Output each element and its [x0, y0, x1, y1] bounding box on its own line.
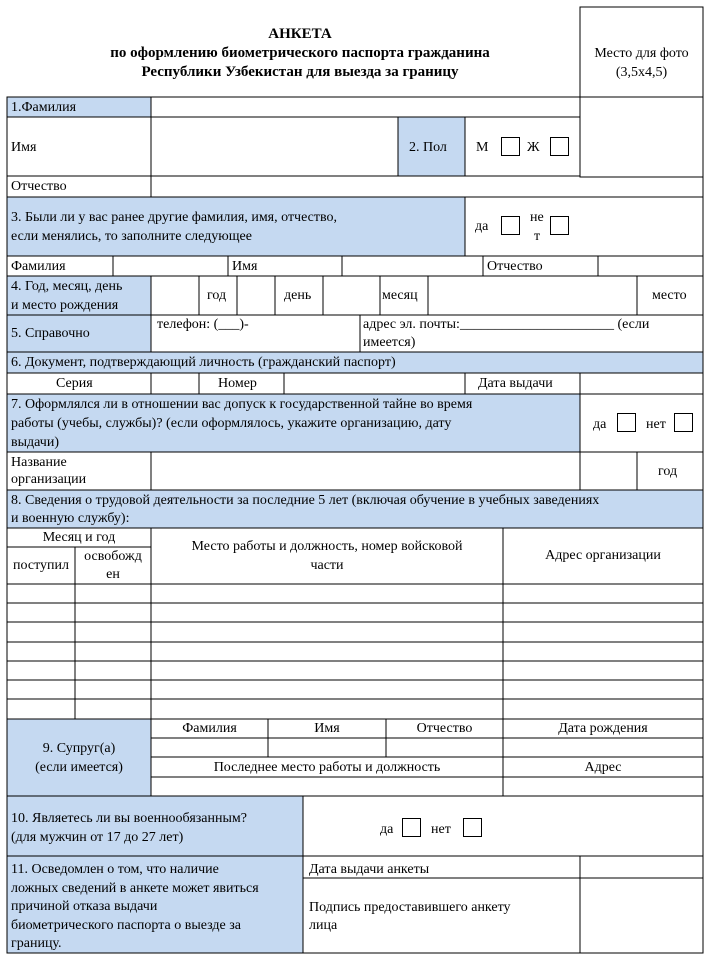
- spouse-patronymic-header: Отчество: [416, 721, 473, 736]
- prev-surname-label: Фамилия: [11, 259, 66, 274]
- birth-month-label: месяц: [382, 288, 418, 303]
- released-header-line-1: освобожд: [84, 549, 142, 564]
- q11-statement-line-5: границу.: [11, 936, 62, 951]
- spouse-address-header: Адрес: [584, 760, 622, 775]
- q3-question-line-1: 3. Были ли у вас ранее другие фамилия, имя, отчество,: [11, 210, 338, 225]
- q5-label: 5. Справочно: [11, 326, 90, 341]
- q10-question-line-2: (для мужчин от 17 до 27 лет): [11, 830, 184, 845]
- q10-no-checkbox[interactable]: [463, 818, 482, 837]
- q4-label-line-2: и место рождения: [11, 298, 119, 313]
- month-year-header: Месяц и год: [42, 530, 116, 545]
- signature-field[interactable]: [581, 879, 702, 952]
- spouse-surname-header: Фамилия: [182, 721, 237, 736]
- form-subtitle-line-2: Республики Узбекистан для выезда за границу: [141, 64, 459, 80]
- form-title: АНКЕТА: [268, 26, 332, 42]
- signature-label-line-1: Подпись предоставившего анкету: [309, 900, 511, 915]
- birth-year-label: год: [207, 288, 227, 303]
- q7-question-line-1: 7. Оформлялся ли в отношении вас допуск к государственной тайне во время: [11, 397, 473, 412]
- name-label: Имя: [11, 140, 37, 155]
- workplace-header-line-1: Место работы и должность, номер войсковой: [191, 539, 463, 554]
- q8-label-line-2: и военную службу):: [11, 511, 130, 526]
- q7-question-line-3: выдачи): [11, 435, 59, 450]
- spouse-name-header: Имя: [314, 721, 340, 736]
- patronymic-label: Отчество: [11, 179, 67, 194]
- sex-male-label: М: [476, 140, 489, 155]
- q3-no-label-2: т: [534, 229, 541, 244]
- passport-number-label: Номер: [218, 376, 257, 391]
- passport-issue-date-label: Дата выдачи: [478, 376, 553, 391]
- q10-yes-checkbox[interactable]: [402, 818, 421, 837]
- q4-label-line-1: 4. Год, месяц, день: [11, 279, 123, 294]
- organization-label-line-2: организации: [11, 472, 87, 487]
- birth-place-label: место: [652, 288, 687, 303]
- q11-statement-line-3: причиной отказа выдачи: [11, 899, 158, 914]
- q9-label-line-2: (если имеется): [35, 760, 123, 775]
- q11-statement-line-2: ложных сведений в анкете может явиться: [11, 881, 259, 896]
- q10-no-label: нет: [431, 822, 451, 837]
- q6-label: 6. Документ, подтверждающий личность (гражданский паспорт): [11, 355, 396, 370]
- q11-statement-line-1: 11. Осведомлен о том, что наличие: [11, 862, 219, 877]
- q7-question-line-2: работы (учебы, службы)? (если оформлялось, укажите организацию, дату: [11, 416, 452, 431]
- sex-male-checkbox[interactable]: [501, 137, 520, 156]
- spouse-birth-date-header: Дата рождения: [558, 721, 648, 736]
- phone-label: телефон: (___)-: [157, 317, 249, 332]
- sex-female-label: Ж: [527, 140, 540, 155]
- q3-no-checkbox[interactable]: [550, 216, 569, 235]
- q7-no-label: нет: [646, 417, 666, 432]
- email-label-line-2: имеется): [363, 335, 416, 350]
- prev-name-label: Имя: [232, 259, 258, 274]
- organization-label-line-1: Название: [11, 455, 67, 470]
- name-field[interactable]: [152, 118, 397, 175]
- q10-question-line-1: 10. Являетесь ли вы военнообязанным?: [11, 811, 247, 826]
- surname-field[interactable]: [151, 98, 580, 116]
- form-subtitle-line-1: по оформлению биометрического паспорта гражданина: [110, 45, 490, 61]
- spouse-last-job-header: Последнее место работы и должность: [213, 760, 441, 775]
- passport-series-label: Серия: [56, 376, 93, 391]
- questionnaire-issue-date-label: Дата выдачи анкеты: [309, 862, 430, 877]
- photo-size: (3,5х4,5): [615, 65, 668, 80]
- q11-statement-line-4: биометрического паспорта о выезде за: [11, 918, 241, 933]
- workplace-header-line-2: части: [310, 558, 344, 573]
- q3-question-line-2: если менялись, то заполните следующее: [11, 229, 252, 244]
- q10-yes-label: да: [380, 822, 394, 837]
- q3-yes-checkbox[interactable]: [501, 216, 520, 235]
- org-address-header: Адрес организации: [545, 548, 661, 563]
- prev-patronymic-label: Отчество: [487, 259, 543, 274]
- q7-yes-checkbox[interactable]: [617, 413, 636, 432]
- released-header-line-2: ен: [106, 567, 120, 582]
- photo-label: Место для фото: [594, 46, 689, 61]
- q3-no-label-1: не: [530, 210, 544, 225]
- patronymic-field[interactable]: [152, 177, 579, 196]
- q7-yes-label: да: [593, 417, 607, 432]
- q8-label-line-1: 8. Сведения о трудовой деятельности за последние 5 лет (включая обучение в учебных заведениях: [11, 493, 600, 508]
- birth-day-label: день: [284, 288, 312, 303]
- surname-label: 1.Фамилия: [11, 100, 77, 115]
- hired-header: поступил: [13, 558, 69, 573]
- clearance-year-label: год: [658, 464, 678, 479]
- signature-label-line-2: лица: [309, 918, 338, 933]
- sex-label: 2. Пол: [409, 140, 447, 155]
- q9-label-line-1: 9. Супруг(а): [42, 741, 116, 756]
- questionnaire-issue-date-field[interactable]: [581, 857, 702, 877]
- q3-yes-label: да: [475, 219, 489, 234]
- email-label-line-1: адрес эл. почты:______________________ (если: [363, 317, 650, 332]
- q7-no-checkbox[interactable]: [674, 413, 693, 432]
- sex-female-checkbox[interactable]: [550, 137, 569, 156]
